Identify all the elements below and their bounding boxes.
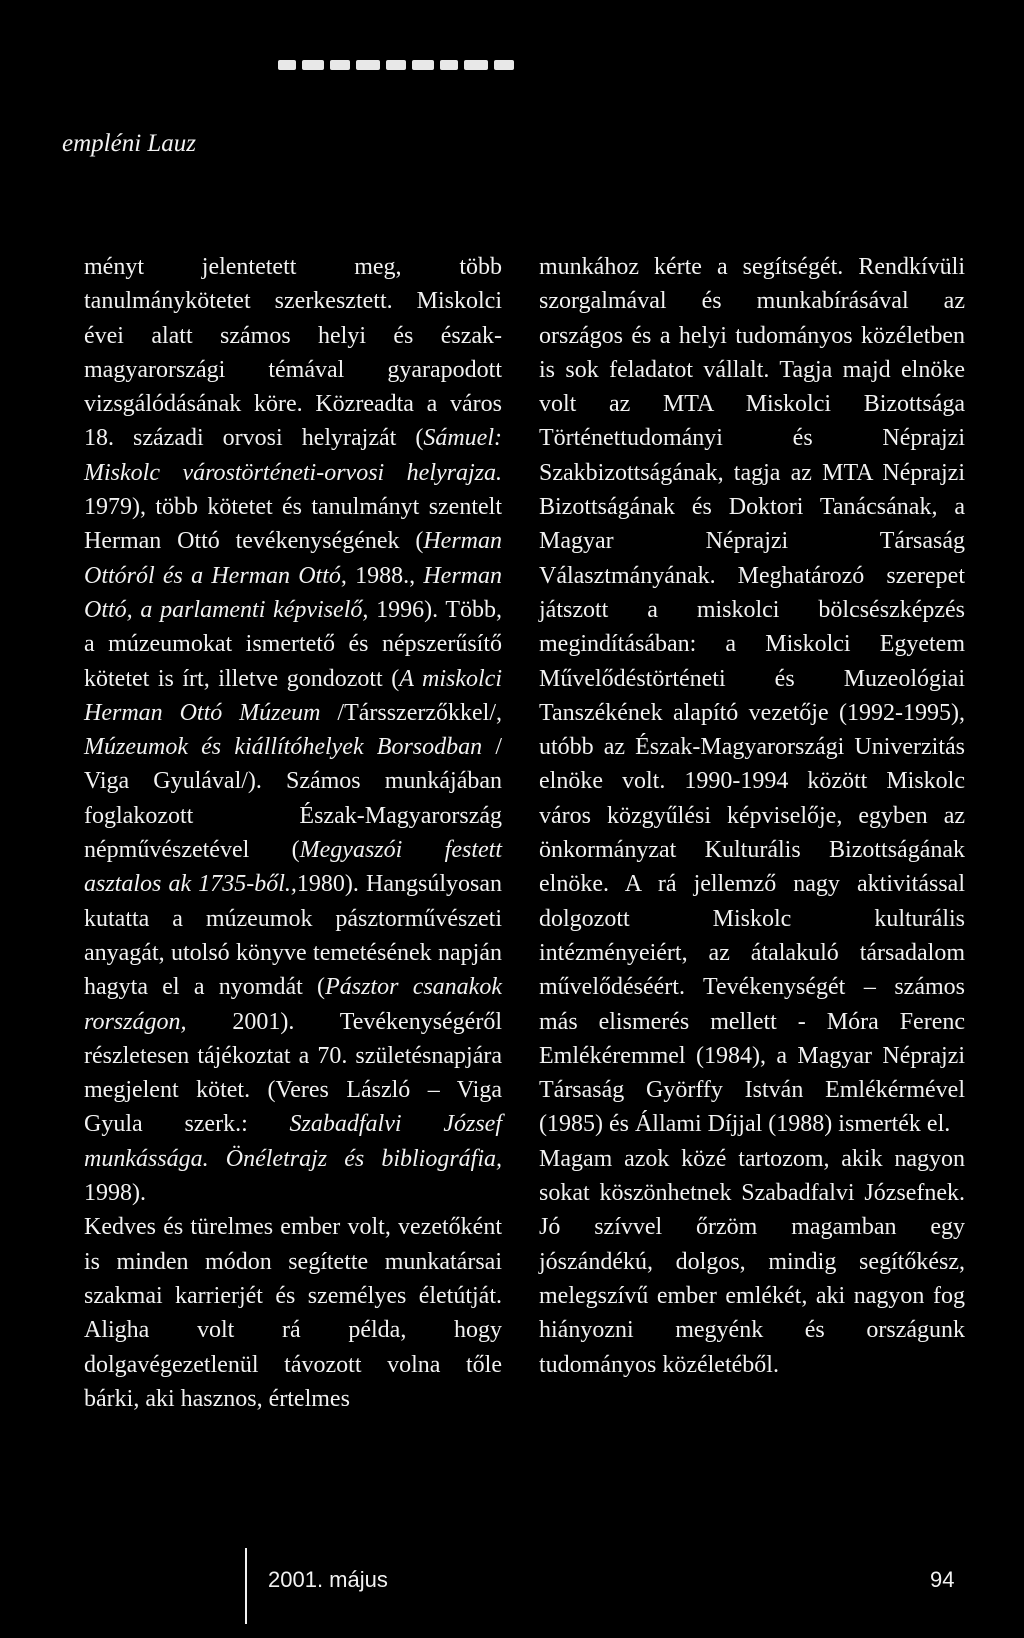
left-paragraph-2: Kedves és türelmes ember volt, vezetőként is minden módon segítette munkatársai szakmai karrierjét és személyes életútját. Aligha volt rá példa, hogy dolgavégezetlenül távozott volna tőle bárki, aki hasznos, értelmes — [84, 1214, 502, 1412]
left-column — [84, 250, 502, 1416]
right-paragraph-1: munkához kérte a segítségét. Rendkívüli szorgalmával és munkabírásával az országos és a helyi tudományos közéletben is sok feladatot vállalt. Tagja majd elnöke volt az MTA Miskolci Bizottsága Történettudományi és Néprajzi Szakbizottságának, tagja az MTA Néprajzi Bizottságának és Doktori Tanácsának, a Magyar Néprajzi Társaság Választmányának. Meghatározó szerepet játszott a miskolci bölcsészképzés megindításában: a Miskolci Egyetem Művelődéstörténeti és Muzeológiai Tanszékének alapító vezetője (1992-1995), utóbb az Észak-Magyarországi Univerzitás elnöke volt. 1990-1994 között Miskolc város közgyűlési képviselője, egyben az önkormányzat Kulturális Bizottságának elnöke. A rá jellemző nagy aktivitással dolgozott Miskolc kulturális intézményeiért, az átalakuló társadalom művelődéséért. Tevékenységét – számos más elismerés mellett - Móra Ferenc Emlékéremmel (1984), a Magyar Néprajzi Társaság Györffy István Emlékérmével (1985) és Állami Díjjal (1988) ismerték el. — [539, 254, 965, 1138]
page-number: 94 — [930, 1567, 955, 1592]
top-decorative-strip — [278, 57, 531, 73]
footer-divider — [245, 1548, 247, 1624]
right-column — [539, 250, 965, 1382]
left-paragraph-1: ményt jelentetett meg, több tanulmánykötetet szerkesztett. Miskolci évei alatt számos helyi és észak-magyarországi témával gyarapodott vizsgálódásának köre. Közreadta a város 18. századi orvosi helyrajzát (Sámuel: Miskolc várostörténeti-orvosi helyrajza. 1979), több kötetet és tanulmányt szentelt Herman Ottó tevékenységének (Herman Ottóról és a Herman Ottó, 1988., Herman Ottó, a parlamenti képviselő, 1996). Több, a múzeumokat ismertető és népszerűsítő kötetet is írt, illetve gondozott (A miskolci Herman Ottó Múzeum /Társszerzőkkel/, Múzeumok és kiállítóhelyek Borsodban / Viga Gyulával/). Számos munkájában foglakozott Észak-Magyarország népművészetével (Megyaszói festett asztalos ak 1735-ből.,1980). Hangsúlyosan kutatta a múzeumok pásztorművészeti anyagát, utolsó könyve temetésének napján hagyta el a nyomdát (Pásztor csanakok rországon, 2001). Tevékenységéről részletesen tájékoztat a 70. születésnapjára megjelent kötet. (Veres László – Viga Gyula szerk.: Szabadfalvi József munkássága. Önéletrajz és bibliográfia, 1998). — [84, 254, 503, 1207]
running-head: empléni Lauz — [62, 130, 197, 157]
right-paragraph-2: Magam azok közé tartozom, akik nagyon sokat köszönhetnek Szabadfalvi Józsefnek. Jó szívvel őrzöm magamban egy jószándékú, dolgos, mindig segítőkész, melegszívű ember emlékét, aki nagyon fog hiányozni megyénk és országunk tudományos közéletéből. — [539, 1145, 965, 1378]
footer-date: 2001. május — [268, 1567, 388, 1592]
